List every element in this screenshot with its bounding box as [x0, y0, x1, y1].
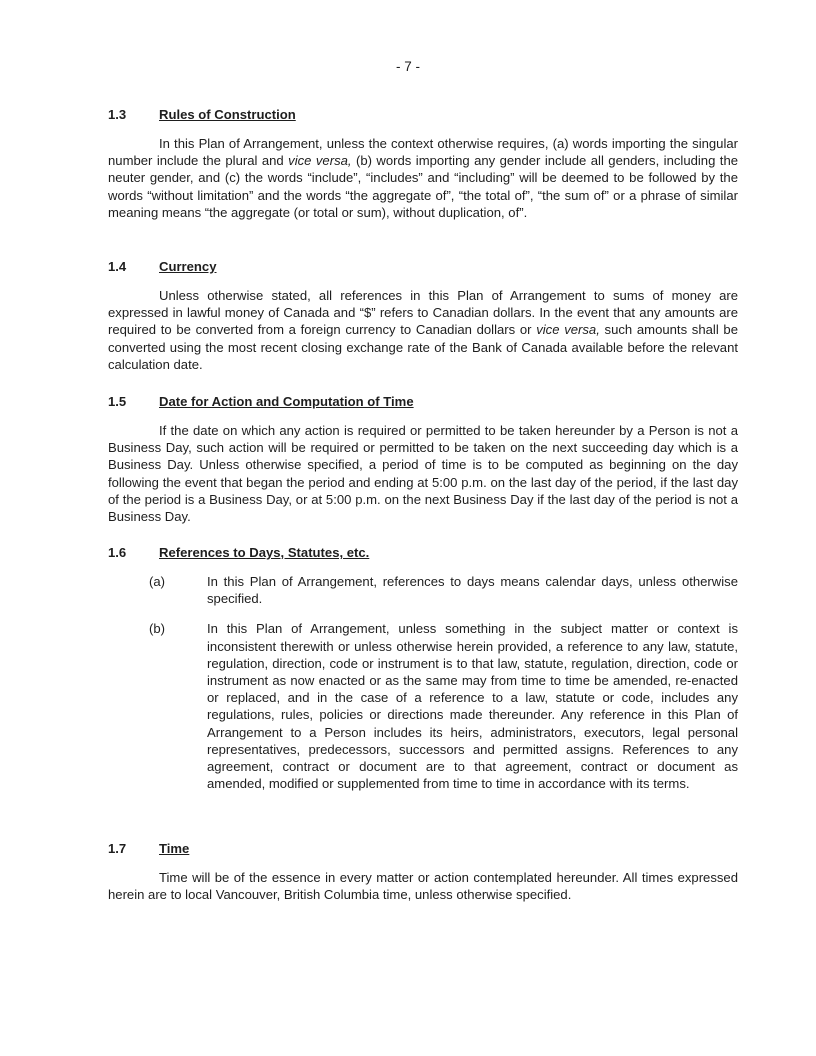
- section-heading: [108, 258, 738, 275]
- section-title: References to Days, Statutes, etc.: [159, 545, 370, 560]
- item-label: (a): [149, 574, 166, 589]
- section-1-6: [108, 544, 738, 805]
- section-title: Time: [159, 841, 190, 856]
- section-number: 1.5: [108, 394, 127, 409]
- section-heading: [108, 106, 738, 123]
- list-item: [149, 620, 738, 792]
- section-number: 1.7: [108, 841, 127, 856]
- section-number: 1.6: [108, 545, 127, 560]
- item-list: [149, 573, 738, 792]
- list-item: [149, 573, 738, 607]
- section-1-5: [108, 393, 738, 525]
- section-heading: [108, 544, 738, 561]
- paragraph: Unless otherwise stated, all references in this Plan of Arrangement to sums of money are expressed in lawful money of Canada and “$” refers to Canadian dollars. In the event that any amounts are required to be converted from a foreign currency to Canadian dollars or vice versa, such amounts shall be converted using the most recent closing exchange rate of the Bank of Canada available before the relevant calculation date.: [108, 288, 738, 372]
- section-number: 1.3: [108, 107, 127, 122]
- section-1-4: [108, 258, 738, 373]
- section-title: Date for Action and Computation of Time: [159, 394, 414, 409]
- section-number: 1.4: [108, 259, 127, 274]
- section-heading: [108, 393, 738, 410]
- paragraph: If the date on which any action is required or permitted to be taken hereunder by a Person is not a Business Day, such action will be required or permitted to be taken on the next succeeding day which is a Business Day. Unless otherwise specified, a period of time is to be computed as beginning on the day following the event that began the period and ending at 5:00 p.m. on the last day of the period, if the last day of the period is a Business Day, or at 5:00 p.m. on the next Business Day if the last day of the period is not a Business Day.: [108, 423, 738, 525]
- section-heading: [108, 840, 738, 857]
- item-label: (b): [149, 621, 166, 637]
- paragraph: Time will be of the essence in every matter or action contemplated hereunder. All times expressed herein are to local Vancouver, British Columbia time, unless otherwise specified.: [108, 870, 738, 903]
- item-text: In this Plan of Arrangement, references to days means calendar days, unless otherwise specified.: [207, 574, 738, 607]
- section-title: Currency: [159, 259, 217, 274]
- section-1-3: [108, 106, 738, 221]
- section-title: Rules of Construction: [159, 107, 296, 122]
- page-number: - 7 -: [395, 59, 420, 74]
- paragraph: In this Plan of Arrangement, unless the context otherwise requires, (a) words importing the singular number include the plural and vice versa, (b) words importing any gender include all genders, including the neuter gender, and (c) the words “include”, “includes” and “including” will be deemed to be followed by the words “without limitation” and the words “the aggregate of”, “the total of”, “the sum of” or a phrase of similar meaning means “the aggregate (or total or sum), without duplication, of”.: [108, 136, 739, 220]
- section-1-7: [108, 840, 738, 903]
- item-text: In this Plan of Arrangement, unless something in the subject matter or context is inconsistent therewith or unless otherwise herein provided, a reference to any law, statute, regulation, direction, code or instrument is to that law, statute, regulation, direction, code or instrument as now enacted or as the same may from time to time be amended, re-enacted or replaced, and in the case of a reference to a law, statute or code, includes any regulations, rules, policies or directions made thereunder. Any reference in this Plan of Arrangement to a Person includes its heirs, administrators, executors, legal personal representatives, predecessors, successors and permitted assigns. References to any agreement, contract or document are to that agreement, contract or document as amended, modified or supplemented from time to time in accordance with its terms.: [207, 621, 738, 792]
